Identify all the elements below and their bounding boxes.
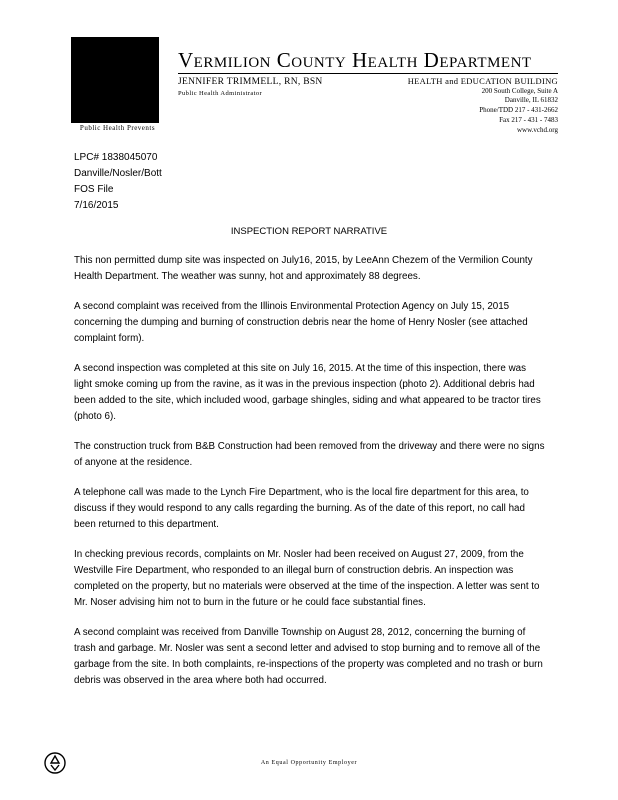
fax-number: Fax 217 - 431 - 7483 bbox=[499, 115, 558, 124]
city-address: Danville, IL 61832 bbox=[504, 96, 558, 105]
paragraph: A second complaint was received from Danville Township on August 28, 2012, concerning the burning of trash and garbage. Mr. Nosler was sent a second letter and advised to stop burning and to remove all of the garbage from the site. In both complaints, re-inspections of the property was completed and no trash or burn debris was observed in the area where both had occurred. bbox=[74, 627, 543, 686]
department-title: Vermilion County Health Department bbox=[178, 48, 532, 72]
report-title: INSPECTION REPORT NARRATIVE bbox=[230, 226, 388, 237]
paragraph: In checking previous records, complaints on Mr. Nosler had been received on August 27, 2009, from the Westville Fire Department, who responded to an illegal burn of construction debris. An inspection was completed on the property, but no materials were observed at the time of the inspection. A letter was sent to Mr. Noser advising him not to burn in the future or he could face substantial fines. bbox=[74, 549, 540, 608]
logo-caption: Public Health Prevents bbox=[79, 124, 156, 132]
paragraph: A telephone call was made to the Lynch Fire Department, who is the local fire department for this area, to discuss if they would respond to any calls regarding the burning. As of the date of this report, no call had been returned to this department. bbox=[74, 487, 529, 530]
footer-text: An Equal Opportunity Employer bbox=[260, 760, 358, 766]
administrator-title: Public Health Administrator bbox=[178, 90, 263, 97]
phone-number: Phone/TDD 217 - 431-2662 bbox=[479, 106, 558, 115]
paragraph: A second complaint was received from the Illinois Environmental Protection Agency on July 15, 2015 concerning the dumping and burning of construction debris near the home of Henry Nosler (see attached complaint form). bbox=[74, 301, 528, 344]
website-link: www.vchd.org bbox=[516, 125, 558, 134]
address-block bbox=[408, 77, 558, 135]
paragraph: A second inspection was completed at this site on July 16, 2015. At the time of this inspection, there was light smoke coming up from the ravine, as it was in the previous inspection (photo 2). Additional debris had been added to the site, which included wood, garbage shingles, siding and what appeared to be tractor tires (photo 6). bbox=[74, 363, 541, 422]
paragraph: The construction truck from B&B Construction had been removed from the driveway and there were no signs of anyone at the residence. bbox=[74, 441, 545, 468]
document-meta bbox=[74, 150, 162, 214]
paragraph: This non permitted dump site was inspected on July16, 2015, by LeeAnn Chezem of the Vermilion County Health Department. The weather was sunny, hot and approximately 88 degrees. bbox=[74, 255, 533, 282]
report-body bbox=[74, 253, 546, 703]
report-date: 7/16/2015 bbox=[74, 200, 119, 211]
department-logo bbox=[71, 37, 159, 123]
lpc-number: LPC# 1838045070 bbox=[74, 152, 158, 163]
site-name: Danville/Nosler/Bott bbox=[74, 168, 162, 179]
header-divider bbox=[178, 73, 558, 74]
building-name: HEALTH and EDUCATION BUILDING bbox=[407, 76, 558, 86]
street-address: 200 South College, Suite A bbox=[481, 86, 558, 95]
administrator-name: JENNIFER TRIMMELL, RN, BSN bbox=[178, 77, 323, 87]
file-label: FOS File bbox=[74, 184, 114, 195]
